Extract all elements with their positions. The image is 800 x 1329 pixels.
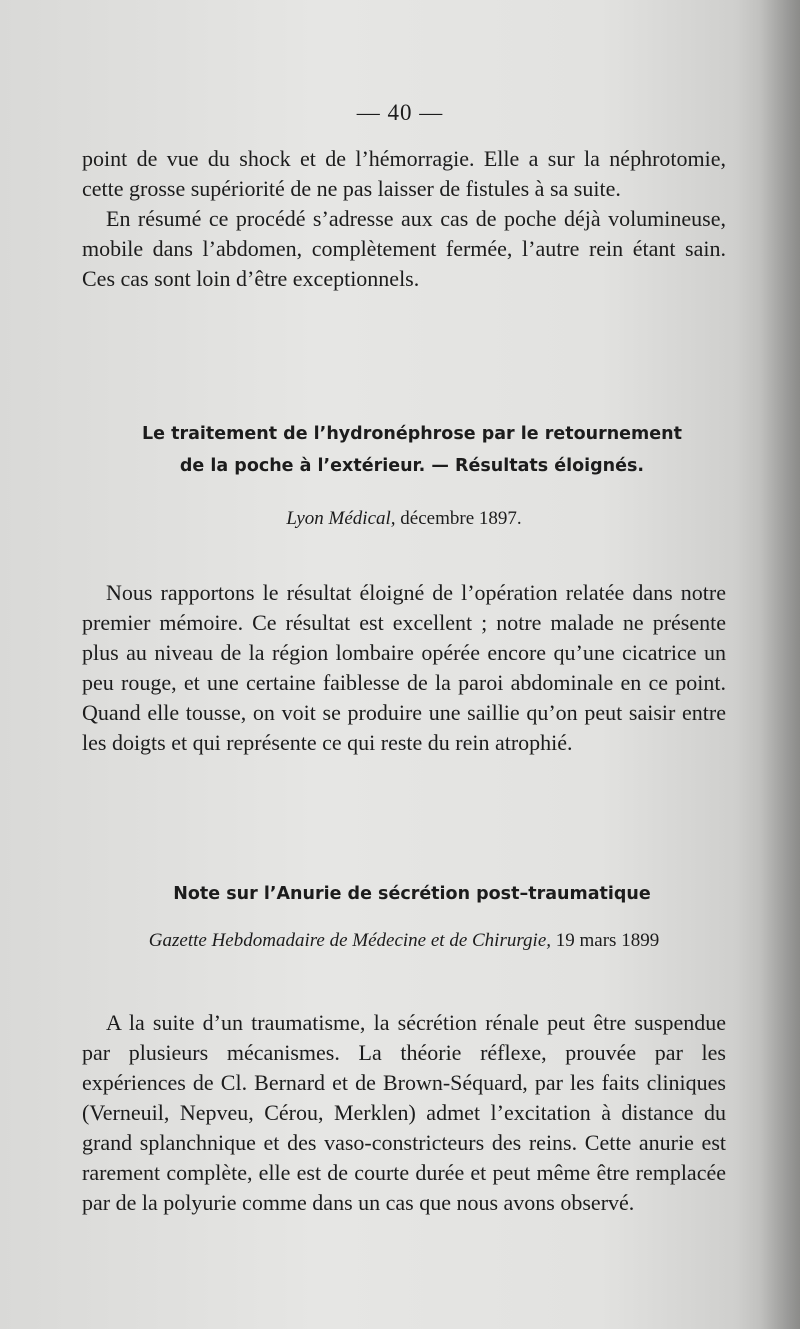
article1-body xyxy=(82,578,726,758)
article2-title xyxy=(82,878,742,910)
paragraph-summary: En résumé ce procédé s’adresse aux cas de poche déjà volumineuse, mobile dans l’abdomen, complètement fermée, l’autre rein étant sain. Ces cas sont loin d’être exceptionnels. xyxy=(82,206,726,291)
page-edge-shadow xyxy=(760,0,800,1329)
article2-body xyxy=(82,1008,726,1218)
article1-title-line1: Le traitement de l’hydronéphrose par le retournement xyxy=(142,424,682,444)
article2-journal: Gazette Hebdomadaire de Médecine et de Chirurgie, xyxy=(148,930,552,951)
article1-title xyxy=(82,418,742,482)
article1-date: décembre 1897. xyxy=(400,508,522,529)
article2-title-text: Note sur l’Anurie de sécrétion post–traumatique xyxy=(173,884,651,904)
page-number: — 40 — xyxy=(356,100,444,125)
article1-journal: Lyon Médical, xyxy=(286,508,396,529)
article1-title-line2: de la poche à l’extérieur. — Résultats éloignés. xyxy=(179,456,645,476)
paragraph-continued: point de vue du shock et de l’hémorragie. Elle a sur la néphrotomie, cette grosse supériorité de ne pas laisser de fistules à sa suite. xyxy=(82,146,726,201)
article2-paragraph: A la suite d’un traumatisme, la sécrétion rénale peut être suspendue par plusieurs mécanismes. La théorie réflexe, prouvée par les expériences de Cl. Bernard et de Brown-Séquard, par les faits cliniques (Verneuil, Nepveu, Cérou, Merklen) admet l’excitation à distance du grand splanchnique et des vaso-constricteurs des reins. Cette anurie est rarement complète, elle est de courte durée et peut même être remplacée par de la polyurie comme dans un cas que nous avons observé. xyxy=(82,1010,726,1215)
article1-paragraph: Nous rapportons le résultat éloigné de l’opération relatée dans notre premier mémoire. Ce résultat est excellent ; notre malade ne présente plus au niveau de la région lombaire opérée encore qu’une cicatrice un peu rouge, et une certaine faiblesse de la paroi abdominale en ce point. Quand elle tousse, on voit se produire une saillie qu’on peut saisir entre les doigts et qui représente ce qui reste du rein atrophié. xyxy=(82,580,726,755)
article2-date: 19 mars 1899 xyxy=(555,930,660,951)
continued-text xyxy=(82,144,726,294)
article2-source xyxy=(82,930,726,952)
article1-source xyxy=(82,508,726,530)
